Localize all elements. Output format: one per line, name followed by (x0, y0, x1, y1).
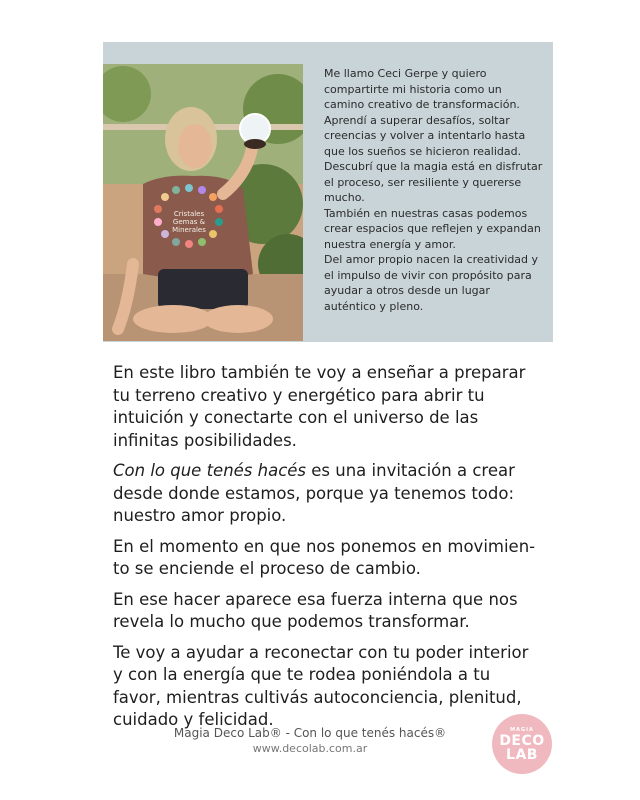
footer-website-link[interactable]: www.decolab.com.ar (252, 742, 368, 755)
logo-top-text: MAGIA (510, 726, 534, 733)
intro-paragraph (113, 460, 543, 528)
bio-paragraph: Del amor propio nacen la creatividad y el impulso de vivir con propósito para ayudar a otros desde un lugar auténtico y pleno. (324, 253, 539, 313)
logo-line-2: LAB (506, 746, 538, 763)
deco-lab-logo (492, 714, 552, 774)
page-footer (150, 725, 470, 756)
footer-brand: Magia Deco Lab® - Con lo que tenés hacés® (173, 726, 447, 740)
intro-paragraph: En ese hacer aparece esa fuerza interna que nos revela lo mucho que podemos transformar. (113, 589, 518, 631)
intro-paragraph: Te voy a ayudar a reconectar con tu poder interior y con la energía que te rodea poniéndola a tu favor, mientras cultivás autoconciencia, plenitud, cuidado y felicidad. (113, 642, 529, 729)
book-title-italic: Con lo que tenés hacés (113, 461, 307, 480)
tshirt-text-line-2: Gemas & (172, 218, 206, 226)
logo-line-1: DECO (499, 732, 545, 749)
author-bio-panel (103, 42, 553, 342)
bio-paragraph: También en nuestras casas podemos crear espacios que reflejen y expandan nuestra energía y amor. (324, 206, 541, 251)
tshirt-text-line-1: Cristales (173, 210, 205, 218)
author-bio-text (324, 66, 544, 314)
intro-paragraph-rest: es una invitación a crear desde donde estamos, porque ya tenemos todo: nuestro amor propio. (113, 461, 515, 525)
author-photo (103, 64, 303, 341)
bio-paragraph: Me llamo Ceci Gerpe y quiero compartirte mi historia como un camino creativo de transformación. Aprendí a superar desafíos, soltar creencias y volver a intentarlo hasta que los sueños se hicieron realidad. Descubrí que la magia está en disfrutar el proceso, ser resiliente y quererse mucho. (324, 67, 543, 204)
book-intro-text (113, 362, 543, 740)
intro-paragraph: En este libro también te voy a enseñar a preparar tu terreno creativo y energético para abrir tu intuición y conectarte con el universo de las infinitas posibilidades. (113, 363, 526, 450)
author-photo-illustration (103, 64, 303, 341)
tshirt-text-line-3: Minerales (172, 226, 206, 234)
intro-paragraph: En el momento en que nos ponemos en movimien-to se enciende el proceso de cambio. (113, 536, 536, 578)
